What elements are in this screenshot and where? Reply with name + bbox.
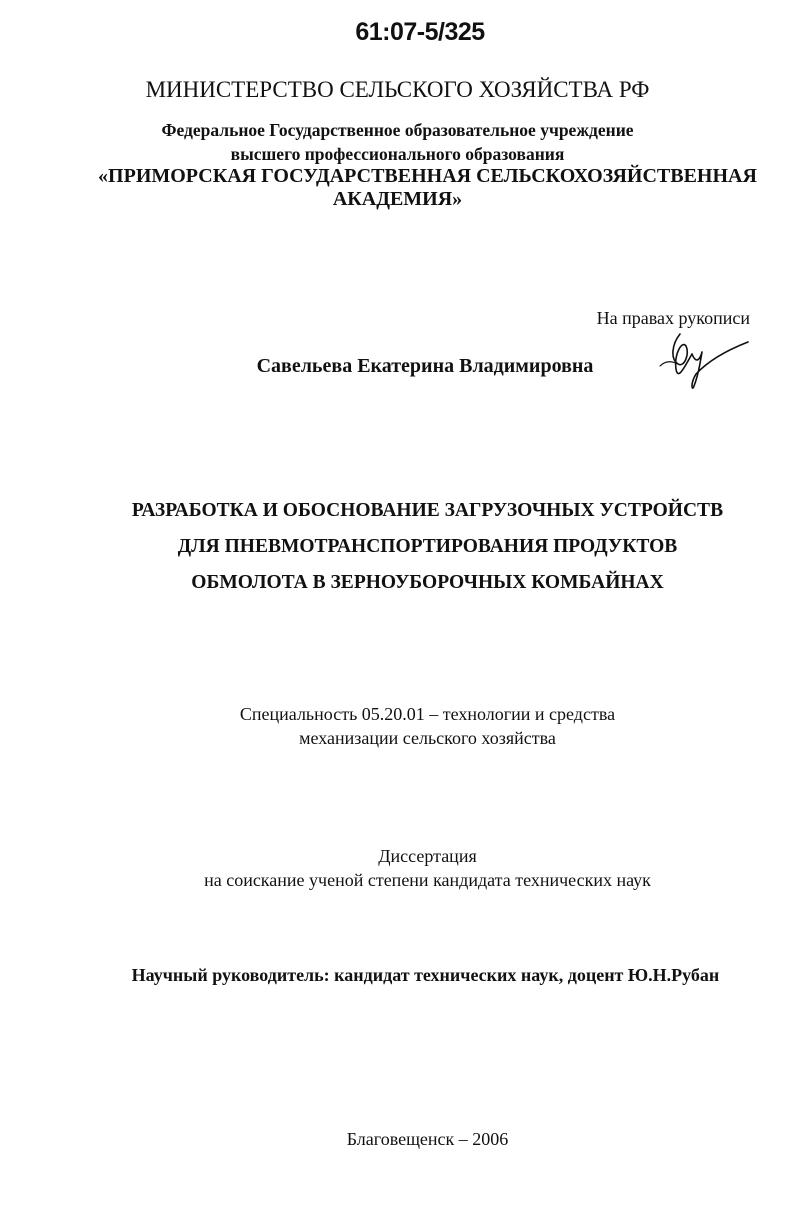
dissertation-title-line-3: ОБМОЛОТА В ЗЕРНОУБОРОЧНЫХ КОМБАЙНАХ: [191, 572, 664, 593]
archive-code: 61:07-5/325: [355, 18, 485, 46]
scientific-advisor: Научный руководитель: кандидат технических наук, доцент Ю.Н.Рубан: [131, 965, 720, 985]
institution-line-4: АКАДЕМИЯ»: [332, 188, 463, 210]
manuscript-note: На правах рукописи: [596, 308, 750, 328]
signature-icon: [650, 324, 750, 394]
dissertation-type-line-2: на соискание ученой степени кандидата технических наук: [204, 870, 651, 890]
city-year: Благовещенск – 2006: [346, 1129, 509, 1149]
ministry-heading: МИНИСТЕРСТВО СЕЛЬСКОГО ХОЗЯЙСТВА РФ: [145, 77, 650, 102]
specialty-line-1: Специальность 05.20.01 – технологии и средства: [239, 704, 616, 724]
institution-line-3: «ПРИМОРСКАЯ ГОСУДАРСТВЕННАЯ СЕЛЬСКОХОЗЯЙСТВЕННАЯ: [98, 165, 757, 187]
institution-line-1: Федеральное Государственное образовательное учреждение: [161, 120, 634, 140]
specialty-line-2: механизации сельского хозяйства: [299, 728, 556, 748]
dissertation-title-line-2: ДЛЯ ПНЕВМОТРАНСПОРТИРОВАНИЯ ПРОДУКТОВ: [177, 536, 678, 557]
author-name: Савельева Екатерина Владимировна: [256, 355, 594, 377]
dissertation-type-line-1: Диссертация: [378, 846, 477, 866]
dissertation-title-line-1: РАЗРАБОТКА И ОБОСНОВАНИЕ ЗАГРУЗОЧНЫХ УСТРОЙСТВ: [131, 500, 724, 521]
institution-line-2: высшего профессионального образования: [230, 144, 565, 164]
